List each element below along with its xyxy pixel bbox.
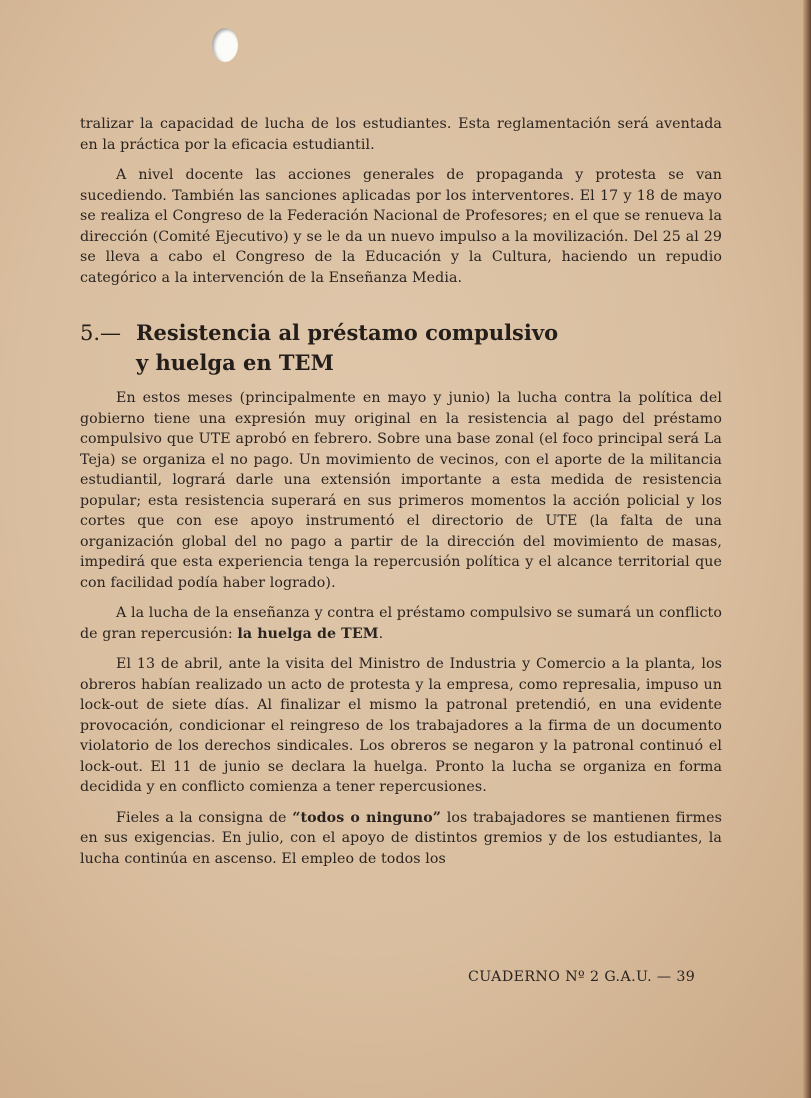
- paragraph-fieles: [80, 808, 722, 870]
- paragraph-docente: A nivel docente las acciones generales de propaganda y protesta se van sucediendo. También las sanciones aplicadas por los interventores. El 17 y 18 de mayo se realiza el Congreso de la Federación Nacional de Profesores; en el que se renueva la dirección (Comité Ejecutivo) y se le da un nuevo impulso a la movilización. Del 25 al 29 se lleva a cabo el Congreso de la Educación y la Cultura, haciendo un repudio categórico a la intervención de la Enseñanza Media.: [80, 167, 722, 286]
- page-footer: CUADERNO Nº 2 G.A.U. — 39: [468, 969, 696, 985]
- page-edge: [803, 0, 811, 1098]
- paragraph-fieles-text: Fieles a la consigna de: [116, 809, 293, 826]
- paragraph-tem: [80, 603, 722, 644]
- paragraph-abril: El 13 de abril, ante la visita del Ministro de Industria y Comercio a la planta, los obreros habían realizado un acto de protesta y la empresa, como represalia, impuso un lock-out de siete días. Al finalizar el mismo la patronal pretendió, en una evidente provocación, condicionar el reingreso de los trabajadores a la firma de un documento violatorio de los derechos sindicales. Los obreros se negaron y la patronal continuó el lock-out. El 11 de junio se declara la huelga. Pronto la lucha se organiza en forma decidida y en conflicto comienza a tener repercusiones.: [80, 656, 722, 795]
- paragraph-fieles-emphasis: “todos o ninguno”: [292, 809, 442, 826]
- section-title-line1: Resistencia al préstamo compulsivo: [136, 320, 559, 345]
- section-title-line2: y huelga en TEM: [136, 350, 334, 375]
- section-number: 5.—: [80, 321, 122, 345]
- paragraph-prestamo: En estos meses (principalmente en mayo y junio) la lucha contra la política del gobierno tiene una expresión muy original en la resistencia al pago del préstamo compulsivo que UTE aprobó en febrero. Sobre una base zonal (el foco principal será La Teja) se organiza el no pago. Un movimiento de vecinos, con el aporte de la militancia estudiantil, logrará darle una extensión importante a esta medida de resistencia popular; esta resistencia superará en sus primeros momentos la acción policial y los cortes que con ese apoyo instrumentó el directorio de UTE (la falta de una organización global del no pago a partir de la dirección del movimiento de masas, impedirá que esta experiencia tenga la repercusión política y el alcance territorial que con facilidad podía haber logrado).: [80, 390, 722, 591]
- binder-punch-hole: [212, 28, 238, 62]
- page-body: [80, 114, 722, 869]
- paragraph-tem-end: .: [378, 625, 384, 642]
- paragraph-fieles-end: los trabajadores se mantienen firmes en sus exigencias. En julio, con el apoyo de distintos gremios y de los estudiantes, la lucha continúa en ascenso. El empleo de todos los: [80, 809, 722, 867]
- paragraph-continuation: tralizar la capacidad de lucha de los estudiantes. Esta reglamentación será aventada en la práctica por la eficacia estudiantil.: [80, 116, 722, 153]
- paragraph-tem-text: A la lucha de la enseñanza y contra el préstamo compulsivo se sumará un conflicto de gran repercusión:: [80, 605, 722, 642]
- paragraph-tem-emphasis: la huelga de TEM: [237, 625, 379, 642]
- section-heading: [80, 318, 722, 378]
